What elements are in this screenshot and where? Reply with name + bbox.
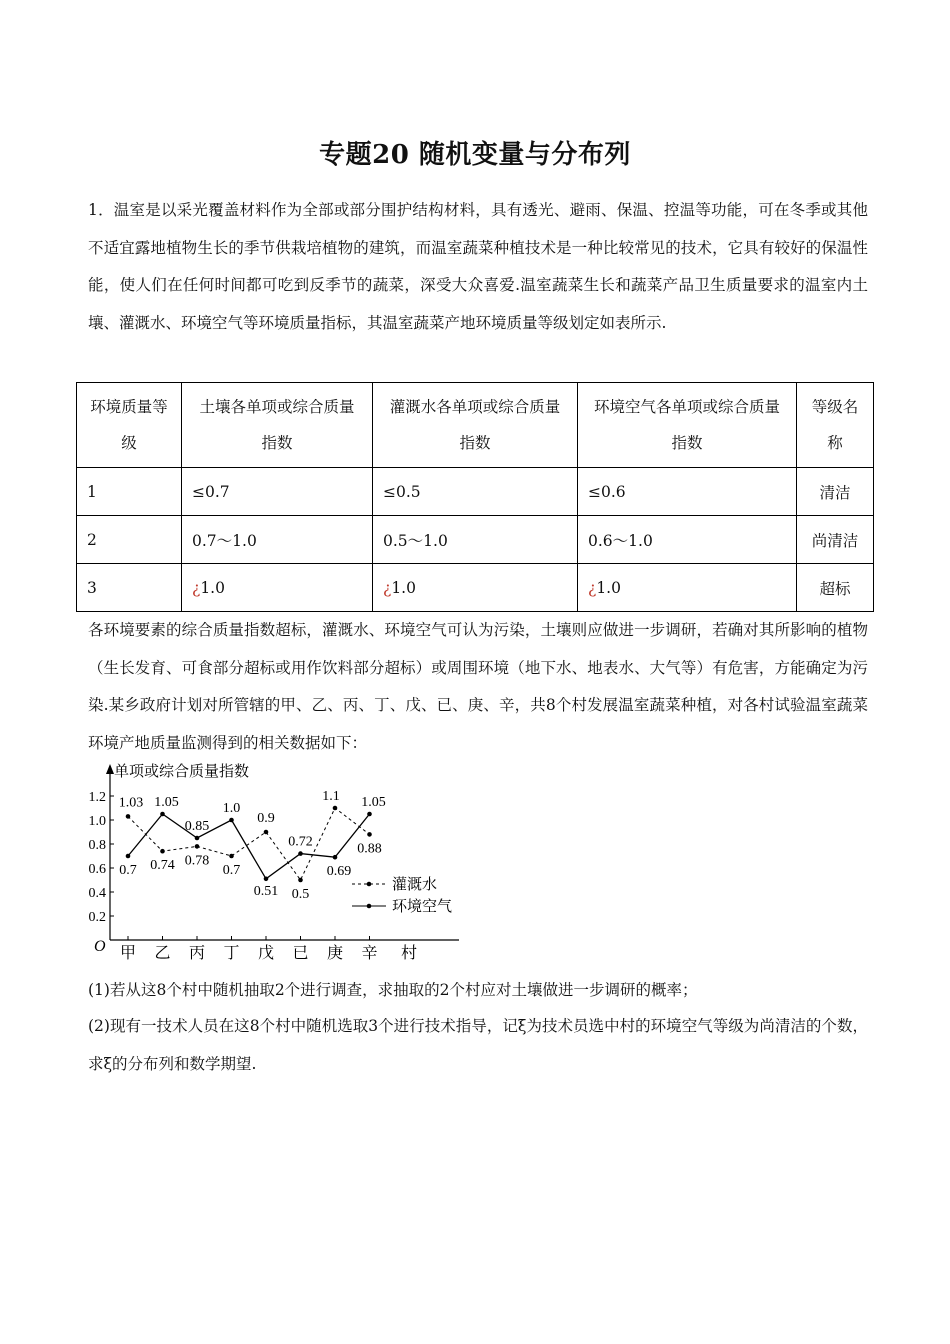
data-label: 0.9 [257, 811, 275, 826]
gt-symbol: ¿ [192, 578, 201, 597]
x-tick-label: 乙 [154, 945, 171, 962]
legend-label: 灌溉水 [392, 877, 438, 893]
table-cell: 0.5～1.0 [373, 516, 578, 564]
page-title: 专题20 随机变量与分布列 [319, 140, 631, 170]
data-point [333, 855, 338, 860]
table-cell: ≤0.7 [182, 468, 373, 516]
y-tick-label: 1.0 [88, 814, 106, 829]
data-point [126, 814, 131, 819]
gt-symbol: ¿ [383, 578, 392, 597]
data-point [264, 877, 269, 882]
data-label: 0.51 [253, 883, 279, 899]
table-cell [182, 564, 373, 612]
data-label: 0.5 [291, 887, 310, 902]
data-point [298, 878, 303, 883]
table-cell: 0.6～1.0 [578, 516, 797, 564]
data-label: 1.0 [222, 801, 241, 816]
table-cell: ≤0.6 [578, 468, 797, 516]
table-cell: 1 [77, 468, 182, 516]
y-tick-label: 1.2 [88, 790, 106, 805]
gt-symbol: ¿ [588, 578, 597, 597]
cell-value: 1.0 [200, 578, 225, 597]
origin-label: O [94, 938, 106, 955]
y-axis-arrow [106, 764, 114, 774]
legend-marker [367, 904, 372, 909]
cell-value: 1.0 [391, 578, 416, 597]
data-point [298, 851, 303, 856]
x-tick-label: 辛 [361, 945, 378, 962]
data-point [160, 849, 165, 854]
data-label: 0.74 [150, 858, 175, 874]
x-tick-label: 戊 [257, 945, 275, 962]
table-header-cell: 灌溉水各单项或综合质量指数 [373, 383, 578, 468]
data-point [195, 836, 200, 841]
legend-label: 环境空气 [392, 899, 453, 915]
y-tick-label: 0.4 [88, 886, 106, 901]
data-label: 0.7 [119, 863, 137, 878]
table-cell: 0.7～1.0 [182, 516, 373, 564]
data-point [160, 812, 165, 817]
table-header-row [77, 383, 874, 468]
table-row [77, 516, 874, 564]
data-point [333, 806, 338, 811]
question-2: (2)现有一技术人员在这8个村中随机选取3个进行技术指导，记ξ为技术员选中村的环境空气等级为尚清洁的个数，求ξ的分布列和数学期望. [88, 1017, 868, 1073]
table-cell: ≤0.5 [373, 468, 578, 516]
data-point [195, 844, 200, 849]
table-cell: 2 [77, 516, 182, 564]
x-tick-label: 丁 [223, 945, 240, 962]
data-label: 0.72 [288, 834, 313, 850]
x-axis-label: 村 [400, 945, 418, 962]
y-tick-label: 0.2 [88, 910, 106, 925]
y-tick-label: 0.6 [88, 862, 106, 877]
data-point [367, 812, 372, 817]
table-cell: 尚清洁 [797, 516, 874, 564]
y-axis-label: 单项或综合质量指数 [114, 764, 250, 780]
data-label: 0.88 [357, 841, 382, 857]
table-row [77, 468, 874, 516]
data-point [126, 854, 131, 859]
table-header-cell: 环境质量等级 [77, 383, 182, 468]
table-cell: 3 [77, 564, 182, 612]
legend-marker [367, 882, 372, 887]
quality-index-chart [84, 760, 474, 965]
data-label: 1.1 [322, 789, 340, 804]
cell-value: 1.0 [596, 578, 621, 597]
x-tick-label: 甲 [119, 945, 137, 962]
table-cell: 超标 [797, 564, 874, 612]
table-cell: 清洁 [797, 468, 874, 516]
table-row [77, 564, 874, 612]
x-tick-label: 已 [292, 945, 309, 962]
problem-intro: 1．温室是以采光覆盖材料作为全部或部分围护结构材料，具有透光、避雨、保温、控温等功能，可在冬季或其他不适宜露地植物生长的季节供栽培植物的建筑，而温室蔬菜种植技术是一种比较常见的技术，它具有较好的保温性能，使人们在任何时间都可吃到反季节的蔬菜，深受大众喜爱.温室蔬菜生长和蔬菜产品卫生质量要求的温室内土壤、灌溉水、环境空气等环境质量指标，其温室蔬菜产地环境质量等级划定如表所示. [88, 201, 868, 332]
data-label: 1.03 [118, 795, 144, 811]
table-header-cell: 环境空气各单项或综合质量指数 [578, 383, 797, 468]
data-label: 0.7 [222, 863, 241, 878]
table-header-cell: 土壤各单项或综合质量指数 [182, 383, 373, 468]
table-cell [578, 564, 797, 612]
table-header-cell: 等级名称 [797, 383, 874, 468]
data-point [264, 830, 269, 835]
quality-grade-table [76, 382, 874, 612]
data-label: 1.05 [361, 795, 386, 810]
y-tick-label: 0.8 [88, 838, 106, 853]
question-1: (1)若从这8个村中随机抽取2个进行调查，求抽取的2个村应对土壤做进一步调研的概率； [88, 981, 698, 999]
data-point [367, 832, 372, 837]
data-label: 1.05 [154, 795, 179, 810]
data-point [229, 854, 234, 859]
problem-body: 各环境要素的综合质量指数超标，灌溉水、环境空气可认为污染，土壤则应做进一步调研，若确对其所影响的植物（生长发育、可食部分超标或用作饮料部分超标）或周围环境（地下水、地表水、大气等）有危害，方能确定为污染.某乡政府计划对所管辖的甲、乙、丙、丁、戊、已、庚、辛，共8个村发展温室蔬菜种植，对各村试验温室蔬菜环境产地质量监测得到的相关数据如下： [88, 621, 868, 752]
table-cell [373, 564, 578, 612]
data-label: 0.85 [184, 819, 210, 834]
data-point [229, 818, 234, 823]
x-tick-label: 丙 [188, 945, 206, 962]
data-label: 0.78 [184, 853, 210, 869]
data-label: 0.69 [326, 864, 352, 880]
x-tick-label: 庚 [326, 945, 344, 962]
